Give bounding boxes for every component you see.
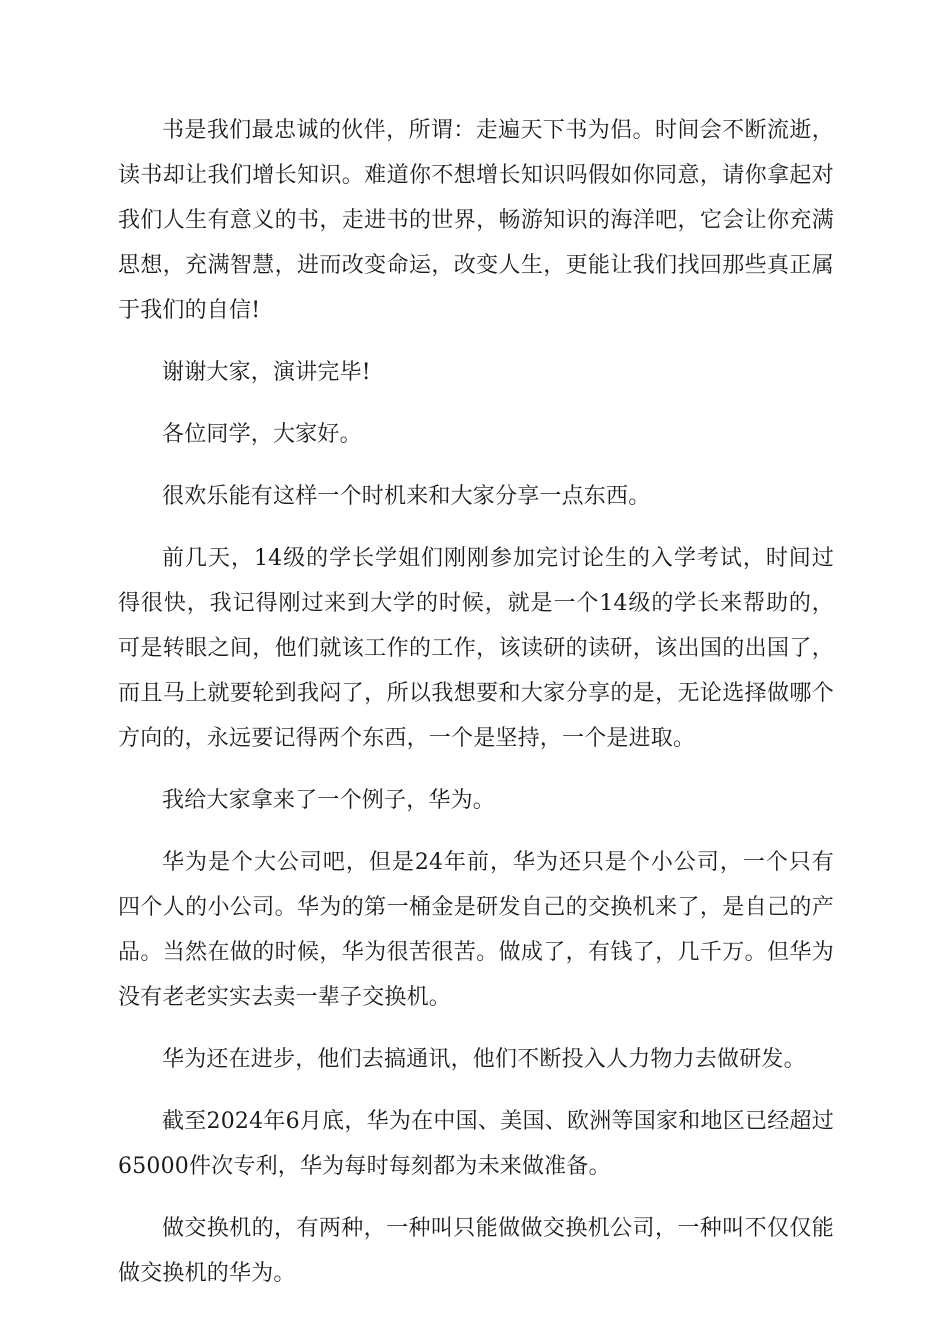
paragraph: 各位同学，大家好。 bbox=[162, 422, 362, 447]
paragraph: 书是我们最忠诚的伙伴，所谓：走遍天下书为侣。时间会不断流逝，读书却让我们增长知识。难道你不想增长知识吗假如你同意，请你拿起对我们人生有意义的书，走进书的世界，畅游知识的海洋吧，它会让你充满思想，充满智慧，进而改变命运，改变人生，更能让我们找回那些真正属于我们的自信! bbox=[118, 118, 834, 323]
document-body bbox=[118, 108, 834, 1313]
paragraph: 截至2024年6月底，华为在中国、美国、欧洲等国家和地区已经超过65000件次专利，华为每时每刻都为未来做准备。 bbox=[118, 1109, 834, 1179]
paragraph: 做交换机的，有两种，一种叫只能做做交换机公司，一种叫不仅仅能做交换机的华为。 bbox=[118, 1216, 834, 1286]
paragraph: 我给大家拿来了一个例子，华为。 bbox=[162, 788, 496, 813]
paragraph: 很欢乐能有这样一个时机来和大家分享一点东西。 bbox=[162, 484, 651, 509]
paragraph: 前几天，14级的学长学姐们刚刚参加完讨论生的入学考试，时间过得很快，我记得刚过来到大学的时候，就是一个14级的学长来帮助的，可是转眼之间，他们就该工作的工作，该读研的读研，该出国的出国了，而且马上就要轮到我闷了，所以我想要和大家分享的是，无论选择做哪个方向的，永远要记得两个东西，一个是坚持，一个是进取。 bbox=[118, 546, 834, 751]
paragraph: 谢谢大家，演讲完毕! bbox=[162, 360, 371, 385]
paragraph: 华为还在进步，他们去搞通讯，他们不断投入人力物力去做研发。 bbox=[162, 1047, 806, 1072]
paragraph: 华为是个大公司吧，但是24年前，华为还只是个小公司，一个只有四个人的小公司。华为的第一桶金是研发自己的交换机来了，是自己的产品。当然在做的时候，华为很苦很苦。做成了，有钱了，几千万。但华为没有老老实实去卖一辈子交换机。 bbox=[118, 850, 834, 1010]
